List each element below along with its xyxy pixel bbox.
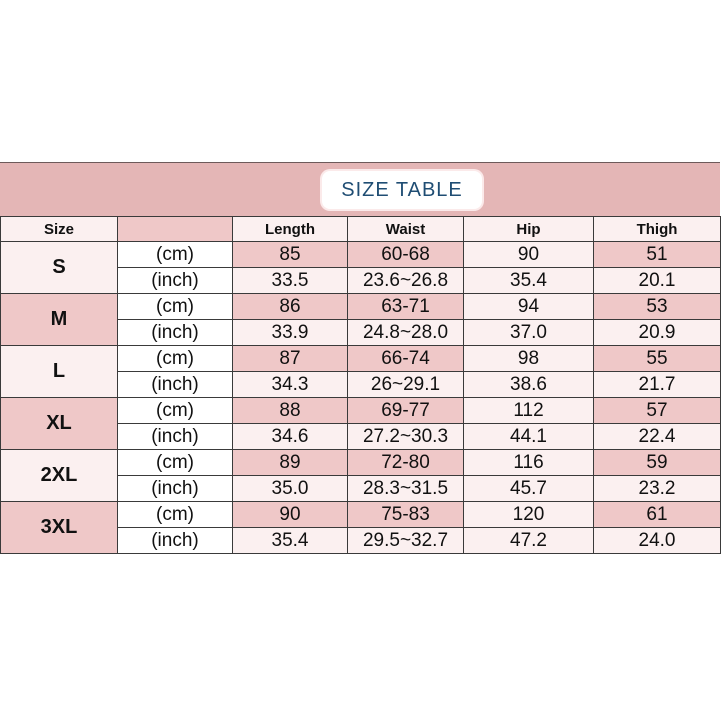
- length-cell: 34.6: [233, 424, 348, 450]
- thigh-cell: 20.9: [594, 320, 721, 346]
- length-cell: 85: [233, 242, 348, 268]
- waist-cell: 23.6~26.8: [348, 268, 464, 294]
- hip-cell: 38.6: [464, 372, 594, 398]
- waist-cell: 24.8~28.0: [348, 320, 464, 346]
- thigh-cell: 59: [594, 450, 721, 476]
- hip-cell: 112: [464, 398, 594, 424]
- waist-cell: 26~29.1: [348, 372, 464, 398]
- size-table: [0, 216, 721, 554]
- hip-cell: 35.4: [464, 268, 594, 294]
- thigh-cell: 53: [594, 294, 721, 320]
- table-row: [1, 242, 721, 268]
- header-row: [1, 217, 721, 242]
- header-thigh: Thigh: [594, 217, 721, 242]
- length-cell: 89: [233, 450, 348, 476]
- hip-cell: 47.2: [464, 528, 594, 554]
- unit-cm: (cm): [118, 294, 233, 320]
- hip-cell: 37.0: [464, 320, 594, 346]
- waist-cell: 28.3~31.5: [348, 476, 464, 502]
- size-label: XL: [1, 398, 118, 450]
- header-unit: [118, 217, 233, 242]
- waist-cell: 69-77: [348, 398, 464, 424]
- unit-inch: (inch): [118, 424, 233, 450]
- unit-inch: (inch): [118, 476, 233, 502]
- size-table-title: SIZE TABLE: [324, 173, 480, 207]
- length-cell: 88: [233, 398, 348, 424]
- unit-cm: (cm): [118, 346, 233, 372]
- size-table-container: [0, 162, 720, 555]
- hip-cell: 45.7: [464, 476, 594, 502]
- length-cell: 90: [233, 502, 348, 528]
- thigh-cell: 55: [594, 346, 721, 372]
- waist-cell: 60-68: [348, 242, 464, 268]
- size-table-banner: [0, 163, 720, 216]
- unit-cm: (cm): [118, 502, 233, 528]
- size-label: L: [1, 346, 118, 398]
- waist-cell: 72-80: [348, 450, 464, 476]
- hip-cell: 98: [464, 346, 594, 372]
- thigh-cell: 24.0: [594, 528, 721, 554]
- waist-cell: 75-83: [348, 502, 464, 528]
- header-waist: Waist: [348, 217, 464, 242]
- thigh-cell: 20.1: [594, 268, 721, 294]
- thigh-cell: 51: [594, 242, 721, 268]
- waist-cell: 63-71: [348, 294, 464, 320]
- hip-cell: 94: [464, 294, 594, 320]
- length-cell: 33.5: [233, 268, 348, 294]
- table-row: [1, 398, 721, 424]
- length-cell: 35.0: [233, 476, 348, 502]
- length-cell: 35.4: [233, 528, 348, 554]
- header-hip: Hip: [464, 217, 594, 242]
- table-row: [1, 346, 721, 372]
- size-label: M: [1, 294, 118, 346]
- unit-cm: (cm): [118, 242, 233, 268]
- hip-cell: 120: [464, 502, 594, 528]
- waist-cell: 29.5~32.7: [348, 528, 464, 554]
- size-label: 3XL: [1, 502, 118, 554]
- size-label: S: [1, 242, 118, 294]
- thigh-cell: 22.4: [594, 424, 721, 450]
- hip-cell: 44.1: [464, 424, 594, 450]
- table-row: [1, 294, 721, 320]
- unit-inch: (inch): [118, 268, 233, 294]
- thigh-cell: 57: [594, 398, 721, 424]
- table-row: [1, 502, 721, 528]
- length-cell: 34.3: [233, 372, 348, 398]
- thigh-cell: 61: [594, 502, 721, 528]
- header-size: Size: [1, 217, 118, 242]
- length-cell: 87: [233, 346, 348, 372]
- unit-inch: (inch): [118, 320, 233, 346]
- length-cell: 33.9: [233, 320, 348, 346]
- unit-cm: (cm): [118, 398, 233, 424]
- waist-cell: 66-74: [348, 346, 464, 372]
- hip-cell: 90: [464, 242, 594, 268]
- table-row: [1, 450, 721, 476]
- thigh-cell: 23.2: [594, 476, 721, 502]
- waist-cell: 27.2~30.3: [348, 424, 464, 450]
- unit-cm: (cm): [118, 450, 233, 476]
- unit-inch: (inch): [118, 528, 233, 554]
- length-cell: 86: [233, 294, 348, 320]
- size-label: 2XL: [1, 450, 118, 502]
- thigh-cell: 21.7: [594, 372, 721, 398]
- header-length: Length: [233, 217, 348, 242]
- hip-cell: 116: [464, 450, 594, 476]
- unit-inch: (inch): [118, 372, 233, 398]
